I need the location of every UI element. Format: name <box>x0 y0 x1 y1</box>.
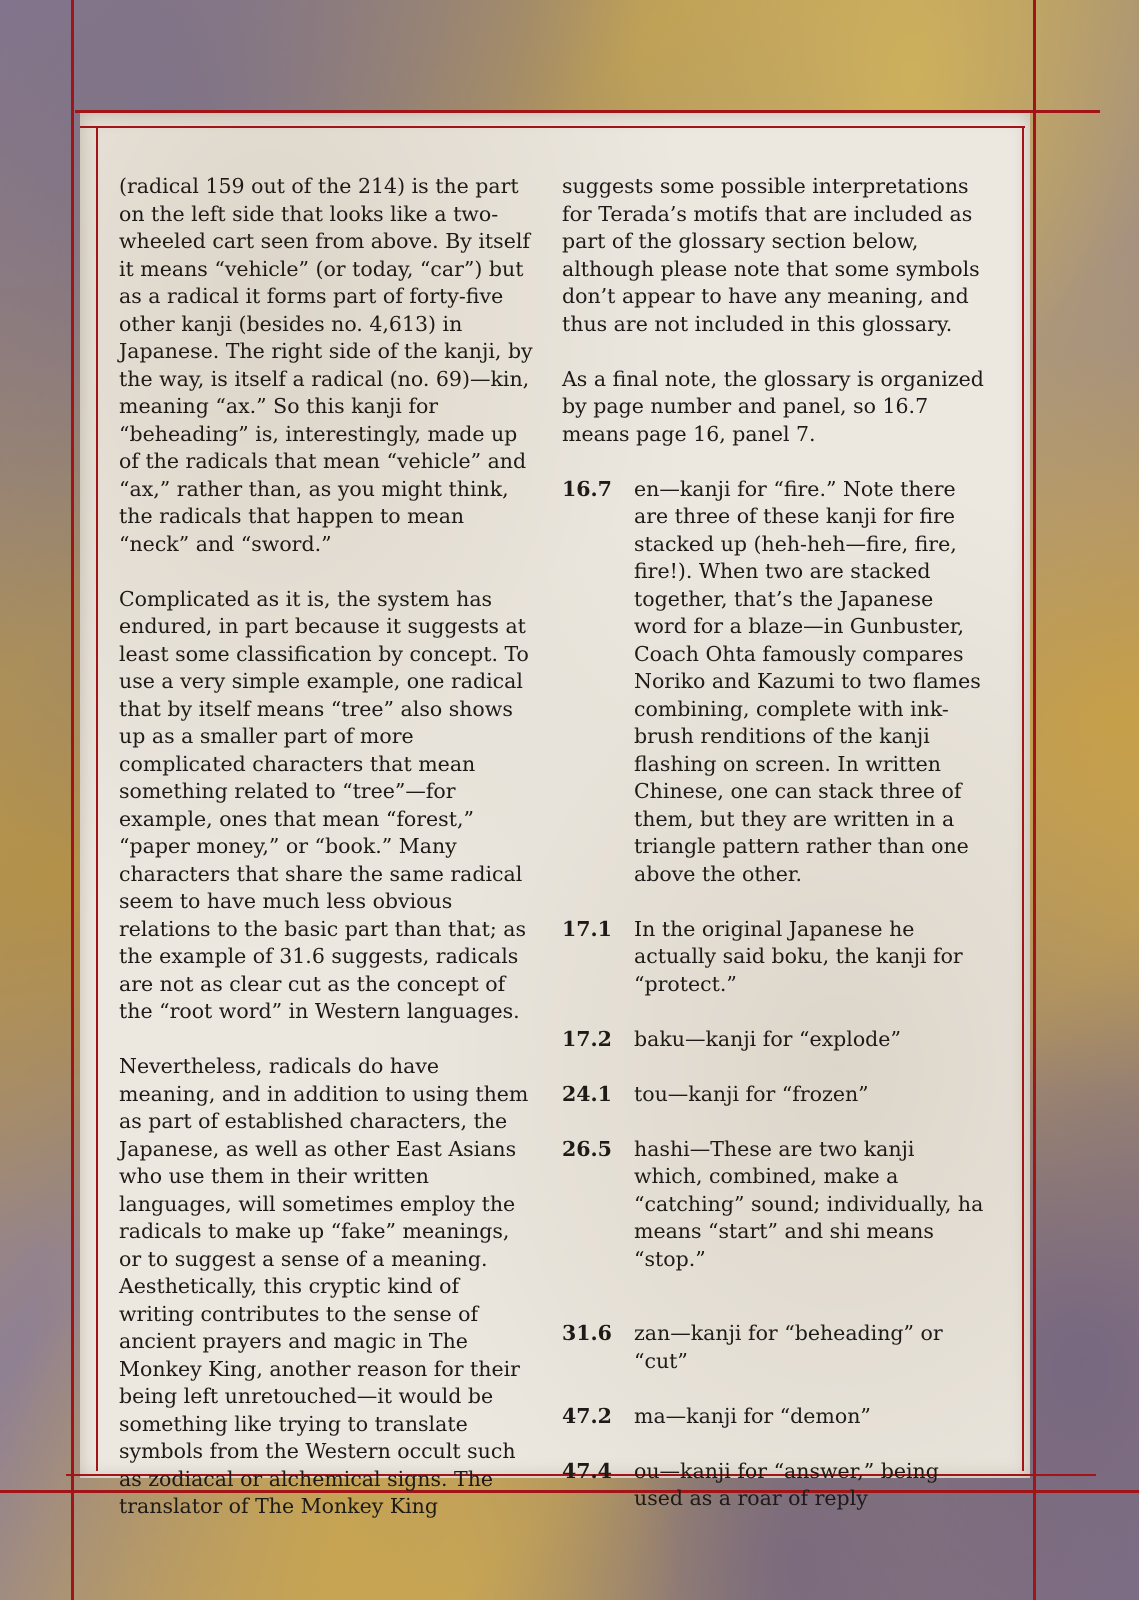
inner-line-top <box>80 126 1025 128</box>
glossary-definition: baku—kanji for “explode” <box>634 1026 901 1051</box>
glossary <box>562 476 987 1513</box>
glossary-number: 24.1 <box>562 1081 612 1106</box>
glossary-definition: en—kanji for “fire.” Note there are three of these kanji for fire stacked up (heh-heh—fire, fire, fire!). When two are stacked together, that’s the Japanese word for a blaze—in Gunbuster, Coach Ohta famously compares Noriko and Kazumi to two flames combining, complete with ink-brush renditions of the kanji flashing on screen. In written Chinese, one can stack three of them, but they are written in a triangle pattern rather than one above the other. <box>634 476 981 886</box>
glossary-definition: ma—kanji for “demon” <box>634 1403 871 1428</box>
glossary-entry <box>562 1458 987 1513</box>
glossary-number: 17.1 <box>562 916 612 941</box>
glossary-number: 26.5 <box>562 1136 612 1161</box>
glossary-definition: tou—kanji for “frozen” <box>634 1081 869 1106</box>
glossary-number: 47.2 <box>562 1403 612 1428</box>
paragraph-classification: Complicated as it is, the system has endured, in part because it suggests at least some classification by concept. To use a very simple example, one radical that by itself means “tree” also shows up as a smaller part of more complicated characters that mean something related to “tree”—for example, ones that mean “forest,” “paper money,” or “book.” Many characters that share the same radical seem to have much less obvious relations to the basic part than that; as the example of 31.6 suggests, radicals are not as clear cut as the concept of the “root word” in Western languages. <box>119 586 529 1023</box>
left-column <box>119 173 534 1548</box>
glossary-entry <box>562 476 987 889</box>
glossary-entry <box>562 1320 987 1375</box>
glossary-number: 17.2 <box>562 1026 612 1051</box>
frame-line-right <box>1033 0 1036 1600</box>
paragraph-radicals: (radical 159 out of the 214) is the part on the left side that looks like a two-wheeled cart seen from above. By itself it means “vehicle” (or today, “car”) but as a radical it forms part of forty-five other kanji (besides no. 4,613) in Japanese. The right side of the kanji, by the way, is itself a radical (no. 69)—kin, meaning “ax.” So this kanji for “beheading” is, interestingly, made up of the radicals that mean “vehicle” and “ax,” rather than, as you might think, the radicals that happen to mean “neck” and “sword.” <box>119 174 533 556</box>
glossary-entry <box>562 1136 987 1274</box>
paragraph-final-note: As a final note, the glossary is organized by page number and panel, so 16.7 means page 16, panel 7. <box>562 366 984 446</box>
glossary-definition: zan—kanji for “beheading” or “cut” <box>634 1321 943 1373</box>
glossary-definition: ou—kanji for “answer,” being used as a roar of reply <box>634 1458 939 1510</box>
right-column <box>562 173 987 1540</box>
inner-line-right <box>1022 126 1024 1471</box>
paragraph-interpretations: suggests some possible interpretations for Terada’s motifs that are included as part of the glossary section below, although please note that some symbols don’t appear to have any meaning, and thus are not included in this glossary. <box>562 174 980 336</box>
glossary-entry <box>562 1081 987 1109</box>
paragraph-meaning: Nevertheless, radicals do have meaning, and in addition to using them as part of established characters, the Japanese, as well as other East Asians who use them in their written languages, will sometimes employ the radicals to make up “fake” meanings, or to suggest a sense of a meaning. Aesthetically, this cryptic kind of writing contributes to the sense of ancient prayers and magic in The Monkey King, another reason for their being left unretouched—it would be something like trying to translate symbols from the Western occult such as zodiacal or alchemical signs. The translator of The Monkey King <box>119 1054 529 1518</box>
inner-line-left <box>96 126 98 1471</box>
glossary-entry <box>562 916 987 999</box>
glossary-definition: In the original Japanese he actually said boku, the kanji for “protect.” <box>634 916 963 996</box>
glossary-number: 47.4 <box>562 1458 612 1483</box>
glossary-definition: hashi—These are two kanji which, combined, make a “catching” sound; individually, ha means “start” and shi means “stop.” <box>634 1136 984 1271</box>
glossary-number: 16.7 <box>562 476 612 501</box>
glossary-entry <box>562 1026 987 1054</box>
glossary-number: 31.6 <box>562 1321 612 1345</box>
glossary-entry <box>562 1403 987 1431</box>
frame-line-left <box>71 0 74 1600</box>
